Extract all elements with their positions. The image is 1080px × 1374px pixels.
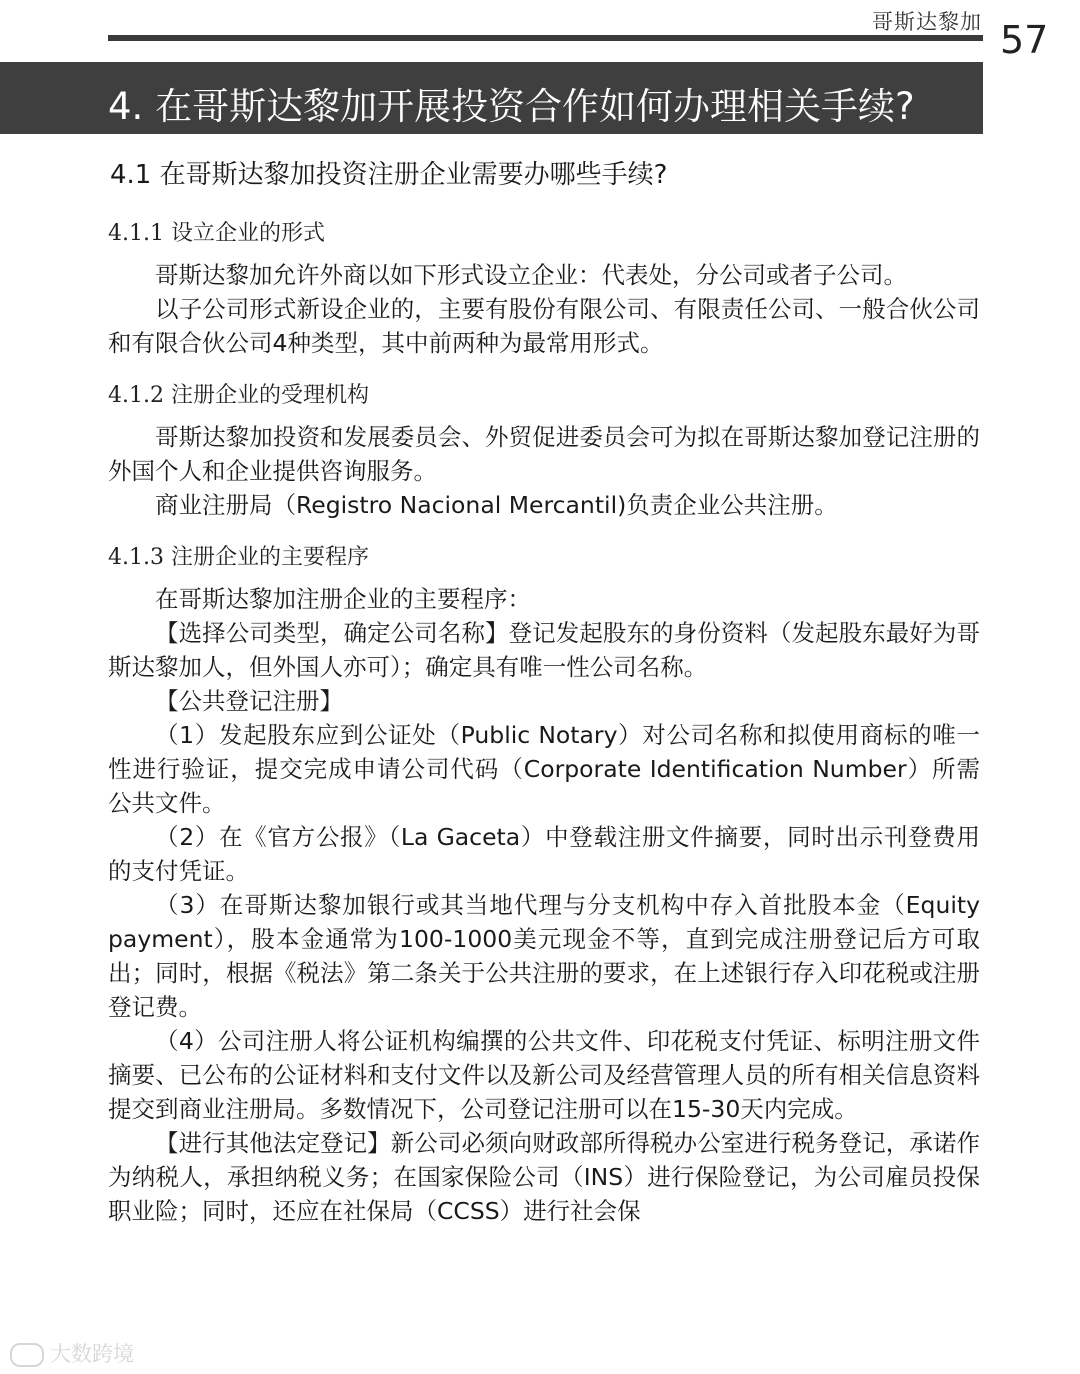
paragraph: 哥斯达黎加投资和发展委员会、外贸促进委员会可为拟在哥斯达黎加登记注册的外国个人和企业提供咨询服务。 [108,423,980,485]
paragraph: 【公共登记注册】 [155,687,343,715]
header-label: 哥斯达黎加 [872,10,982,34]
paragraph: 【选择公司类型，确定公司名称】登记发起股东的身份资料（发起股东最好为哥斯达黎加人，但外国人亦可）；确定具有唯一性公司名称。 [108,619,980,681]
subsection-title: 4.1.3 注册企业的主要程序 [108,545,369,570]
paragraph: （4）公司注册人将公证机构编撰的公共文件、印花税支付凭证、标明注册文件摘要、已公布的公证材料和支付文件以及新公司及经营管理人员的所有相关信息资料提交到商业注册局。多数情况下，公司登记注册可以在15-30天内完成。 [108,1027,980,1123]
watermark-logo-icon [10,1343,44,1367]
content [108,152,980,1228]
paragraph: 商业注册局（Registro Nacional Mercantil)负责企业公共注册。 [155,491,838,519]
page-number: 57 [1000,18,1049,62]
subsection-4-1-2 [108,378,980,522]
paragraph: （2）在《官方公报》（La Gaceta）中登载注册文件摘要，同时出示刊登费用的支付凭证。 [108,823,980,885]
header-rule [108,35,983,41]
chapter-banner [0,62,983,134]
paragraph: （3）在哥斯达黎加银行或其当地代理与分支机构中存入首批股本金（Equity payment），股本金通常为100-1000美元现金不等，直到完成注册登记后方可取出；同时，根据《税法》第二条关于公共注册的要求，在上述银行存入印花税或注册登记费。 [108,891,980,1021]
subsection-title: 4.1.1 设立企业的形式 [108,221,325,246]
paragraph: 哥斯达黎加允许外商以如下形式设立企业：代表处，分公司或者子公司。 [155,261,907,289]
paragraph: 以子公司形式新设企业的，主要有股份有限公司、有限责任公司、一般合伙公司和有限合伙公司4种类型，其中前两种为最常用形式。 [108,295,980,357]
paragraph: 在哥斯达黎加注册企业的主要程序： [155,585,531,613]
subsection-4-1-3 [108,540,980,1228]
paragraph: 【进行其他法定登记】新公司必须向财政部所得税办公室进行税务登记，承诺作为纳税人，承担纳税义务；在国家保险公司（INS）进行保险登记，为公司雇员投保职业险；同时，还应在社保局（CCSS）进行社会保 [108,1129,980,1225]
watermark [10,1338,134,1368]
watermark-text: 大数跨境 [50,1342,134,1366]
section-title: 4.1 在哥斯达黎加投资注册企业需要办哪些手续? [110,160,668,190]
chapter-title: 4. 在哥斯达黎加开展投资合作如何办理相关手续? [108,85,915,128]
subsection-4-1-1 [108,216,980,360]
paragraph: （1）发起股东应到公证处（Public Notary）对公司名称和拟使用商标的唯一性进行验证，提交完成申请公司代码（Corporate Identification Number）所需公共文件。 [108,721,980,817]
subsection-title: 4.1.2 注册企业的受理机构 [108,383,369,408]
